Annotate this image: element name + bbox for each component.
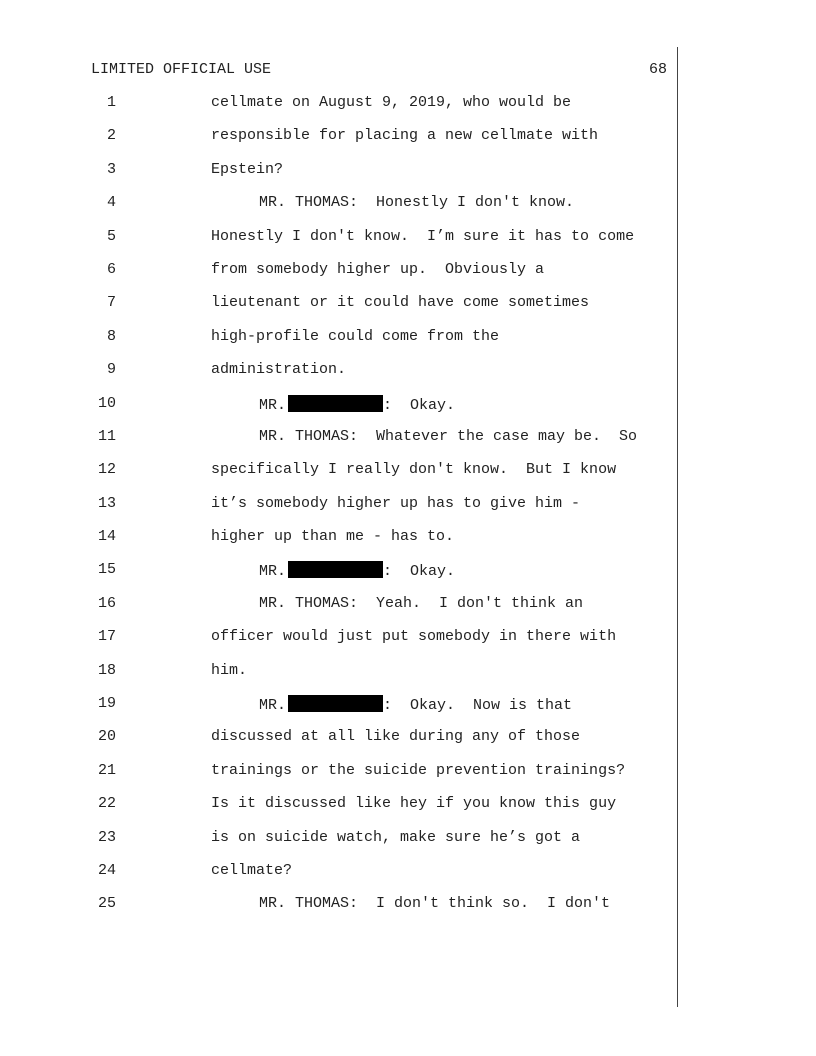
line-number: 3: [106, 160, 116, 178]
transcript-line: [0, 459, 816, 492]
line-text: Honestly I don't know. I’m sure it has to come: [211, 227, 635, 245]
line-number: 2: [106, 127, 116, 145]
transcript-body: [0, 92, 816, 927]
speaker-prefix: MR.: [259, 563, 287, 581]
transcript-line: [0, 125, 816, 158]
line-text: Is it discussed like hey if you know this guy: [211, 795, 617, 813]
transcript-line: [0, 292, 816, 325]
classification-label: LIMITED OFFICIAL USE: [91, 61, 272, 78]
line-text: discussed at all like during any of those: [211, 728, 581, 746]
line-number: 6: [106, 260, 116, 278]
line-text: cellmate on August 9, 2019, who would be: [211, 94, 572, 111]
transcript-line: [0, 726, 816, 759]
line-number: 7: [106, 294, 116, 312]
transcript-line: [0, 760, 816, 793]
line-text: responsible for placing a new cellmate with: [211, 127, 599, 145]
transcript-line: [0, 660, 816, 693]
line-number: 21: [98, 761, 117, 779]
line-text: it’s somebody higher up has to give him -: [211, 494, 581, 512]
transcript-line: [0, 559, 816, 592]
line-number: 17: [98, 628, 117, 646]
transcript-line: [0, 493, 816, 526]
line-text: higher up than me - has to.: [211, 528, 455, 546]
line-text: specifically I really don't know. But I know: [211, 461, 617, 479]
line-text: is on suicide watch, make sure he’s got a: [211, 828, 581, 846]
transcript-line: [0, 426, 816, 459]
transcript-line: [0, 226, 816, 259]
page-header: [91, 61, 667, 81]
line-number: 15: [98, 561, 117, 579]
line-number: 14: [98, 528, 117, 546]
transcript-line: [0, 192, 816, 225]
line-text: lieutenant or it could have come sometimes: [211, 294, 590, 312]
transcript-line: [0, 92, 816, 125]
transcript-line: [0, 526, 816, 559]
speaker-prefix: MR.: [259, 396, 287, 414]
line-text: [259, 561, 455, 580]
line-text: MR. THOMAS: Whatever the case may be. So: [259, 427, 638, 445]
transcript-line: [0, 159, 816, 192]
line-text: MR. THOMAS: Yeah. I don't think an: [259, 594, 584, 612]
transcript-line: [0, 893, 816, 926]
line-text: MR. THOMAS: I don't think so. I don't: [259, 895, 611, 913]
speaker-prefix: MR.: [259, 697, 287, 715]
line-number: 1: [106, 94, 116, 111]
line-number: 25: [98, 895, 117, 913]
redaction-bar: [288, 695, 383, 712]
line-number: 9: [106, 361, 116, 379]
transcript-line: [0, 326, 816, 359]
line-text: high-profile could come from the: [211, 327, 500, 345]
line-remainder: : Okay.: [383, 396, 456, 414]
line-number: 4: [106, 194, 116, 212]
line-text: officer would just put somebody in there with: [211, 628, 617, 646]
line-number: 11: [98, 427, 117, 445]
transcript-line: [0, 626, 816, 659]
transcript-line: [0, 693, 816, 726]
line-number: 13: [98, 494, 117, 512]
line-text: [259, 395, 455, 414]
line-number: 8: [106, 327, 116, 345]
line-text: MR. THOMAS: Honestly I don't know.: [259, 194, 575, 212]
transcript-line: [0, 793, 816, 826]
line-remainder: : Okay. Now is that: [383, 697, 573, 715]
line-number: 12: [98, 461, 117, 479]
redaction-bar: [288, 395, 383, 412]
transcript-line: [0, 593, 816, 626]
line-number: 19: [98, 695, 117, 713]
transcript-line: [0, 259, 816, 292]
line-number: 16: [98, 594, 117, 612]
line-text: cellmate?: [211, 861, 293, 879]
transcript-line: [0, 860, 816, 893]
line-number: 22: [98, 795, 117, 813]
line-text: him.: [211, 661, 248, 679]
line-text: Epstein?: [211, 160, 284, 178]
transcript-line: [0, 827, 816, 860]
line-text: [259, 695, 572, 714]
transcript-line: [0, 393, 816, 426]
line-number: 18: [98, 661, 117, 679]
line-number: 10: [98, 394, 117, 412]
line-number: 23: [98, 828, 117, 846]
redaction-bar: [288, 561, 383, 578]
line-number: 20: [98, 728, 117, 746]
line-number: 5: [106, 227, 116, 245]
page-number: 68: [648, 61, 667, 78]
line-text: trainings or the suicide prevention trainings?: [211, 761, 626, 779]
line-remainder: : Okay.: [383, 563, 456, 581]
line-text: from somebody higher up. Obviously a: [211, 260, 545, 278]
line-number: 24: [98, 861, 117, 879]
transcript-line: [0, 359, 816, 392]
line-text: administration.: [211, 361, 347, 379]
